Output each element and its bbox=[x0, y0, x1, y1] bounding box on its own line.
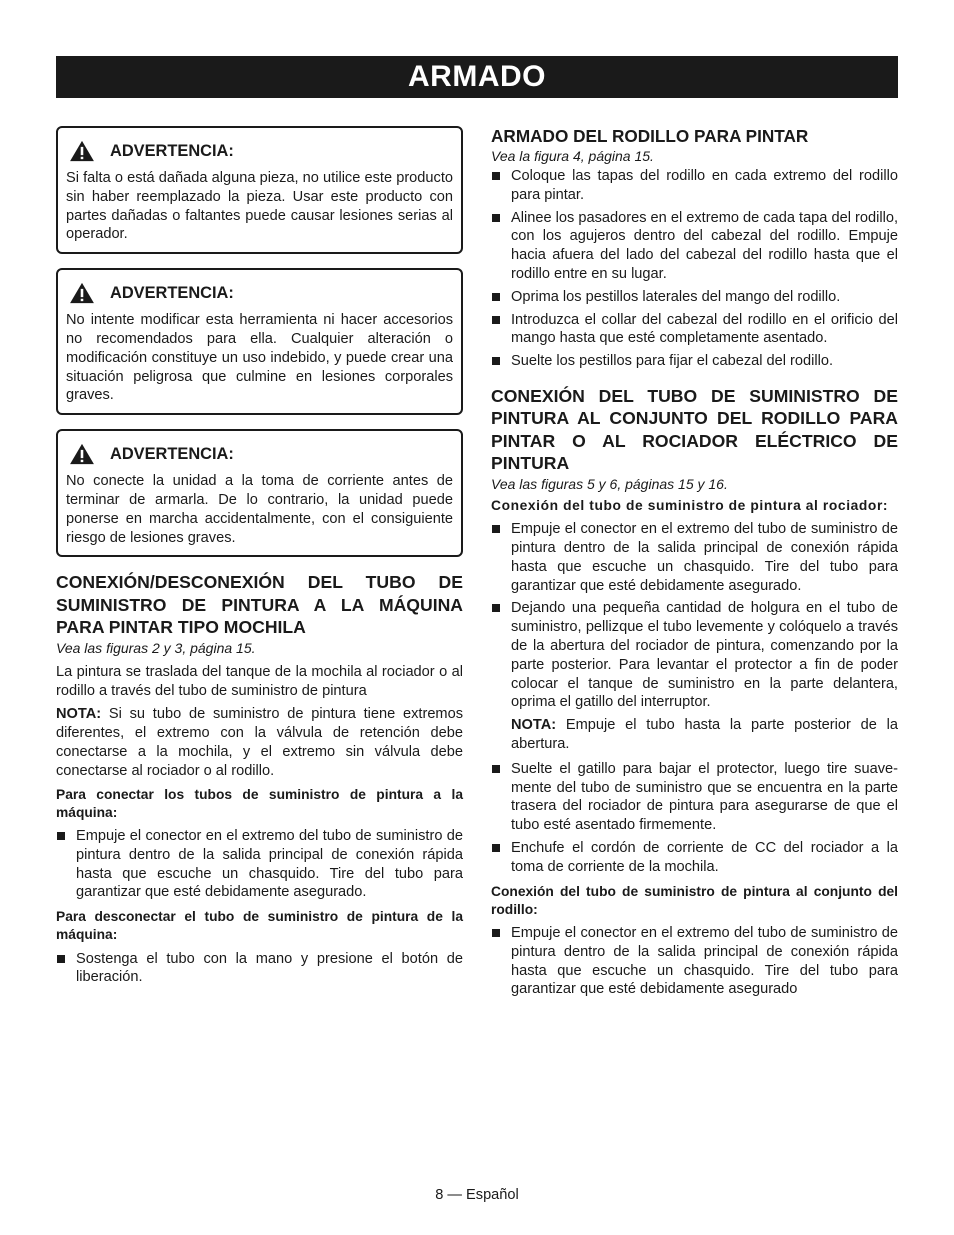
disconnect-list bbox=[56, 950, 463, 988]
list-item-text: Dejando una pequeña cantidad de holgura en el tubo de suministro, pellizque el tubo levemente y colóquelo a través de la abertura del rociador de pintura, comenzando por la parte posterior. Para levantar el protector a fin de poder colocar el tanque de suministro en la parte delantera, oprima el gatillo del interruptor. bbox=[511, 600, 898, 711]
note-label: NOTA: bbox=[511, 717, 557, 734]
warning-title: ADVERTENCIA: bbox=[110, 283, 234, 302]
left-column bbox=[56, 126, 463, 993]
list-item bbox=[56, 950, 463, 988]
list-item-text: Oprima los pestillos laterales del mango del rodillo. bbox=[511, 288, 841, 305]
list-item bbox=[56, 827, 463, 902]
list-item-text: Empuje el conector en el extremo del tubo de suministro de pintura dentro de la salida principal de conexión rápida hasta que escuche un chasquido. Tire del tubo para garantizar que esté debidamente asegurado. bbox=[511, 521, 898, 594]
section-heading-rodillo: ARMADO DEL RODILLO PARA PINTAR bbox=[491, 126, 809, 146]
list-item-text: Suelte el gatillo para bajar el protector, luego tire suave- mente del tubo de suministro que se encuentra en la parte trasera del rociador de pintura para asegurarse de que el tubo esté asentado firmemente. bbox=[511, 760, 898, 834]
rociador-subheading: Conexión del tubo de suministro de pintura al rociador: bbox=[491, 497, 889, 513]
note-paragraph bbox=[491, 716, 898, 754]
square-bullet-icon bbox=[492, 604, 500, 612]
rociador-list-b bbox=[491, 760, 898, 877]
connect-subheading: Para conectar los tubos de suministro de pintura a la máquina: bbox=[56, 786, 463, 820]
list-item-text: Alinee los pasadores en el extremo de cada tapa del rodillo, con los agujeros dentro del cabezal del rodillo. Empuje hacia afuera del lado del cabezal del rodillo hasta que el rodillo entre en su lugar. bbox=[511, 209, 898, 282]
connect-list bbox=[56, 827, 463, 902]
figure-reference: Vea las figuras 5 y 6, páginas 15 y 16. bbox=[491, 475, 728, 492]
list-item bbox=[491, 924, 898, 999]
page-footer: 8 — Español bbox=[435, 1187, 519, 1203]
warning-triangle-icon bbox=[68, 443, 96, 465]
square-bullet-icon bbox=[492, 844, 500, 852]
square-bullet-icon bbox=[492, 172, 500, 180]
list-item-text: Sostenga el tubo con la mano y presione el botón de liberación. bbox=[76, 950, 463, 986]
note-text: Si su tubo de suministro de pintura tiene extremos diferentes, el extremo con la válvula de retención debe conectarse a la mochila, y el extremo sin válvula debe conectarse al rociador o al rodillo. bbox=[56, 706, 463, 779]
note-label: NOTA: bbox=[56, 706, 102, 723]
list-item bbox=[491, 760, 898, 835]
warning-box-2 bbox=[56, 268, 463, 415]
warning-triangle-icon bbox=[68, 282, 96, 304]
warning-header bbox=[66, 282, 453, 304]
note-text: Empuje el tubo hasta la parte posterior de la abertura. bbox=[511, 717, 898, 752]
warning-header bbox=[66, 443, 453, 465]
disconnect-subheading: Para desconectar el tubo de suministro de pintura de la máquina: bbox=[56, 909, 463, 943]
warning-title: ADVERTENCIA: bbox=[110, 141, 234, 160]
figure-reference: Vea las figuras 2 y 3, página 15. bbox=[56, 639, 256, 656]
section-heading-conexion: CONEXIÓN DEL TUBO DE SUMINISTRO DE PINTURA AL CONJUNTO DEL RODILLO PARA PINTAR O AL ROCIADOR ELÉCTRICO DE PINTURA bbox=[491, 385, 898, 474]
list-item bbox=[491, 599, 898, 712]
warning-triangle-icon bbox=[68, 140, 96, 162]
list-item-text: Suelte los pestillos para fijar el cabezal del rodillo. bbox=[511, 353, 834, 370]
square-bullet-icon bbox=[492, 525, 500, 533]
warning-box-3 bbox=[56, 429, 463, 557]
warning-header bbox=[66, 140, 453, 162]
rodillo-subheading: Conexión del tubo de suministro de pintura al conjunto del rodillo: bbox=[491, 883, 898, 917]
rodillo-connect-list bbox=[491, 924, 898, 999]
rociador-list-a bbox=[491, 520, 898, 712]
square-bullet-icon bbox=[492, 316, 500, 324]
section-heading-mochila: CONEXIÓN/DESCONEXIÓN DEL TUBO DE SUMINISTRO DE PINTURA A LA MÁQUINA PARA PINTAR TIPO MOCHILA bbox=[56, 572, 463, 638]
list-item-text: Introduzca el collar del cabezal del rodillo en el orificio del mango hasta que esté completamente asentado. bbox=[511, 311, 898, 347]
square-bullet-icon bbox=[57, 955, 65, 963]
warning-title: ADVERTENCIA: bbox=[110, 444, 234, 463]
list-item bbox=[491, 167, 898, 205]
list-item bbox=[491, 311, 898, 349]
square-bullet-icon bbox=[492, 765, 500, 773]
list-item bbox=[491, 839, 898, 877]
figure-reference: Vea la figura 4, página 15. bbox=[491, 148, 654, 164]
square-bullet-icon bbox=[57, 832, 65, 840]
list-item-text: Empuje el conector en el extremo del tubo de suministro de pintura dentro de la salida principal de conexión rápida hasta que escuche un chasquido. Tire del tubo para garantizar que esté debidamente asegurado. bbox=[76, 828, 463, 901]
list-item bbox=[491, 288, 898, 307]
warning-box-1 bbox=[56, 126, 463, 254]
rodillo-steps-list bbox=[491, 167, 898, 371]
note-paragraph bbox=[56, 705, 463, 780]
list-item-text: Empuje el conector en el extremo del tubo de suministro de pintura dentro de la salida principal de conexión rápida hasta que escuche un chasquido. Tire del tubo para garantizar que esté debidamente asegurado bbox=[511, 924, 898, 998]
square-bullet-icon bbox=[492, 293, 500, 301]
square-bullet-icon bbox=[492, 929, 500, 937]
list-item-text: Coloque las tapas del rodillo en cada extremo del rodillo para pintar. bbox=[511, 168, 898, 203]
warning-text: No intente modificar esta herramienta ni hacer accesorios no recomendados para ella. Cualquier alteración o modificación constituye un uso indebido, y puede crear una situación peligrosa que culmine en lesiones corporales graves. bbox=[66, 312, 453, 404]
warning-text: Si falta o está dañada alguna pieza, no utilice este producto sin haber reemplazado la pieza. Usar este producto con partes dañadas o faltantes puede causar lesiones serias al operador. bbox=[66, 170, 453, 243]
intro-paragraph: La pintura se traslada del tanque de la mochila al rociador o al rodillo a través del tubo de suministro de pintura bbox=[56, 663, 463, 699]
right-column bbox=[491, 126, 898, 1005]
list-item bbox=[491, 209, 898, 284]
list-item bbox=[491, 352, 898, 371]
list-item bbox=[491, 520, 898, 595]
warning-text: No conecte la unidad a la toma de corriente antes de terminar de armarla. De lo contrario, la unidad puede ponerse en marcha accidentalmente, con el consiguiente riesgo de lesiones graves. bbox=[66, 473, 453, 546]
square-bullet-icon bbox=[492, 214, 500, 222]
square-bullet-icon bbox=[492, 357, 500, 365]
page-title: ARMADO bbox=[56, 56, 898, 98]
list-item-text: Enchufe el cordón de corriente de CC del rociador a la toma de corriente de la mochila. bbox=[511, 839, 898, 875]
